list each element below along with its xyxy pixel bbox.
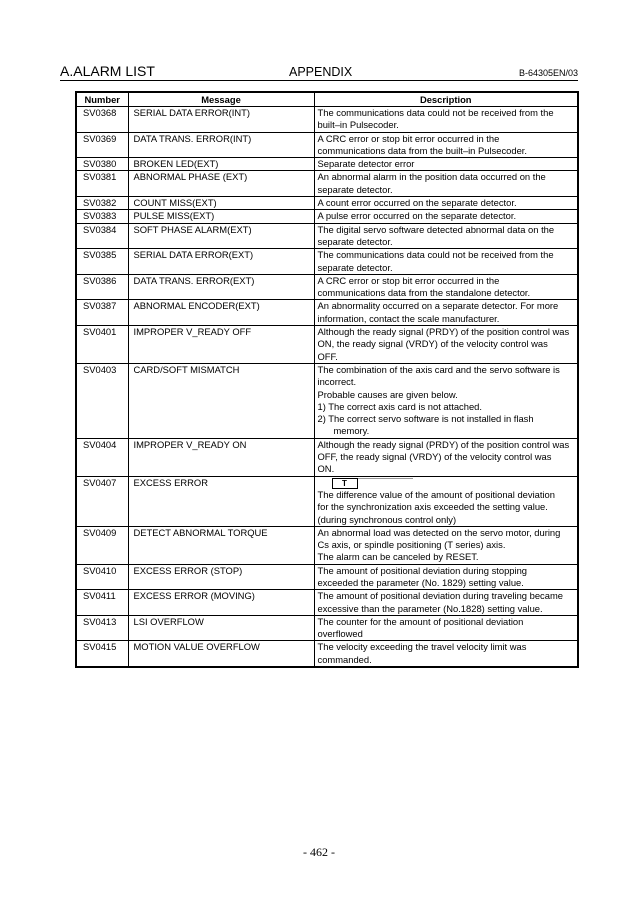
- alarm-number: SV0407: [76, 476, 128, 526]
- description-line: The communications data could not be received from the: [317, 249, 554, 261]
- alarm-number: SV0381: [76, 171, 128, 197]
- alarm-number: SV0404: [76, 438, 128, 476]
- description-line: Cs axis, or spindle positioning (T series) axis.: [317, 539, 506, 551]
- alarm-number: SV0387: [76, 300, 128, 326]
- page-header: [60, 64, 578, 81]
- description-line: communications data from the built–in Pulsecoder.: [317, 144, 527, 156]
- alarm-message: LSI OVERFLOW: [128, 615, 314, 641]
- description-line: A pulse error occurred on the separate detector.: [317, 210, 517, 222]
- table-row: [76, 476, 578, 526]
- table-row: [76, 363, 578, 438]
- alarm-message: EXCESS ERROR: [128, 476, 314, 526]
- t-series-badge: T: [332, 478, 358, 489]
- alarm-number: SV0382: [76, 197, 128, 210]
- alarm-message: MOTION VALUE OVERFLOW: [128, 641, 314, 667]
- description-line: 2) The correct servo software is not installed in flash: [317, 413, 534, 425]
- alarm-table: [75, 91, 579, 668]
- alarm-message: SOFT PHASE ALARM(EXT): [128, 223, 314, 249]
- description-line: The counter for the amount of positional deviation: [317, 615, 524, 627]
- alarm-number: SV0368: [76, 107, 128, 133]
- table-row: [76, 107, 578, 133]
- description-line: OFF.: [317, 350, 338, 362]
- alarm-message: EXCESS ERROR (MOVING): [128, 590, 314, 616]
- table-row: [76, 223, 578, 249]
- alarm-description: [314, 615, 578, 641]
- description-line: information, contact the scale manufacturer.: [317, 312, 500, 324]
- alarm-description: [314, 641, 578, 667]
- alarm-description: [314, 158, 578, 171]
- description-line: Probable causes are given below.: [317, 388, 458, 400]
- table-row: [76, 438, 578, 476]
- description-line: The velocity exceeding the travel velocity limit was: [317, 641, 527, 653]
- description-line: separate detector.: [317, 235, 393, 247]
- header-center: APPENDIX: [289, 65, 353, 79]
- alarm-description: [314, 526, 578, 564]
- alarm-number: SV0411: [76, 590, 128, 616]
- description-line: exceeded the parameter (No. 1829) setting value.: [317, 576, 524, 588]
- section-title: A.ALARM LIST: [60, 63, 155, 79]
- alarm-description: [314, 249, 578, 275]
- description-line: commanded.: [317, 653, 372, 665]
- badge-underline: [358, 478, 413, 479]
- description-line: An abnormal load was detected on the servo motor, during: [317, 526, 561, 538]
- description-line: Although the ready signal (PRDY) of the position control was: [317, 438, 570, 450]
- description-line: excessive than the parameter (No.1828) setting value.: [317, 602, 543, 614]
- description-line: ON, the ready signal (VRDY) of the velocity control was: [317, 338, 548, 350]
- column-header-message: Message: [128, 92, 314, 107]
- alarm-number: SV0369: [76, 132, 128, 158]
- alarm-number: SV0413: [76, 615, 128, 641]
- alarm-number: SV0403: [76, 363, 128, 438]
- alarm-description: [314, 476, 578, 526]
- description-line: An abnormality occurred on a separate detector. For more: [317, 300, 559, 312]
- alarm-description: [314, 564, 578, 590]
- table-row: [76, 249, 578, 275]
- alarm-number: SV0410: [76, 564, 128, 590]
- alarm-description: [314, 107, 578, 133]
- table-row: [76, 171, 578, 197]
- description-line: overflowed: [317, 628, 363, 640]
- table-row: [76, 158, 578, 171]
- alarm-description: [314, 326, 578, 364]
- description-line: communications data from the standalone detector.: [317, 287, 531, 299]
- alarm-description: [314, 300, 578, 326]
- description-line: The combination of the axis card and the servo software is: [317, 363, 560, 375]
- table-header-row: [76, 92, 578, 107]
- description-line: The difference value of the amount of positional deviation: [317, 488, 555, 500]
- description-line: An abnormal alarm in the position data occurred on the: [317, 171, 546, 183]
- description-line: A count error occurred on the separate detector.: [317, 197, 517, 209]
- description-line: OFF, the ready signal (VRDY) of the velocity control was: [317, 451, 552, 463]
- alarm-message: DETECT ABNORMAL TORQUE: [128, 526, 314, 564]
- alarm-message: PULSE MISS(EXT): [128, 210, 314, 223]
- doc-number: B-64305EN/03: [518, 68, 578, 78]
- alarm-message: COUNT MISS(EXT): [128, 197, 314, 210]
- alarm-message: ABNORMAL PHASE (EXT): [128, 171, 314, 197]
- table-row: [76, 326, 578, 364]
- description-line: Separate detector error: [317, 158, 415, 170]
- alarm-description: [314, 223, 578, 249]
- alarm-message: SERIAL DATA ERROR(INT): [128, 107, 314, 133]
- table-row: [76, 197, 578, 210]
- alarm-description: [314, 363, 578, 438]
- description-line: The amount of positional deviation during traveling became: [317, 590, 563, 602]
- description-line: (during synchronous control only): [317, 513, 457, 525]
- description-line: separate detector.: [317, 261, 393, 273]
- table-row: [76, 590, 578, 616]
- description-line: built–in Pulsecoder.: [317, 119, 399, 131]
- alarm-number: SV0383: [76, 210, 128, 223]
- description-line: The digital servo software detected abnormal data on the: [317, 223, 555, 235]
- table-row: [76, 526, 578, 564]
- alarm-message: IMPROPER V_READY ON: [128, 438, 314, 476]
- description-line: The communications data could not be received from the: [317, 107, 554, 118]
- table-row: [76, 132, 578, 158]
- alarm-message: DATA TRANS. ERROR(EXT): [128, 274, 314, 300]
- table-row: [76, 615, 578, 641]
- alarm-number: SV0409: [76, 526, 128, 564]
- alarm-number: SV0386: [76, 274, 128, 300]
- description-line: Although the ready signal (PRDY) of the position control was: [317, 326, 570, 338]
- table-row: [76, 564, 578, 590]
- page-number: - 462 -: [303, 845, 335, 859]
- alarm-description: [314, 171, 578, 197]
- alarm-description: [314, 132, 578, 158]
- table-row: [76, 641, 578, 667]
- description-line: A CRC error or stop bit error occurred in the: [317, 274, 500, 286]
- column-header-description: Description: [314, 92, 578, 107]
- description-line: The amount of positional deviation during stopping: [317, 564, 528, 576]
- alarm-message: CARD/SOFT MISMATCH: [128, 363, 314, 438]
- alarm-message: EXCESS ERROR (STOP): [128, 564, 314, 590]
- description-line: for the synchronization axis exceeded the setting value.: [317, 501, 548, 513]
- alarm-message: SERIAL DATA ERROR(EXT): [128, 249, 314, 275]
- alarm-description: [314, 438, 578, 476]
- alarm-number: SV0380: [76, 158, 128, 171]
- alarm-description: [314, 210, 578, 223]
- description-line: A CRC error or stop bit error occurred in the: [317, 132, 500, 144]
- alarm-message: BROKEN LED(EXT): [128, 158, 314, 171]
- alarm-number: SV0401: [76, 326, 128, 364]
- alarm-number: SV0384: [76, 223, 128, 249]
- alarm-description: [314, 274, 578, 300]
- table-row: [76, 300, 578, 326]
- description-line: incorrect.: [317, 376, 357, 388]
- alarm-message: ABNORMAL ENCODER(EXT): [128, 300, 314, 326]
- description-line: 1) The correct axis card is not attached.: [317, 400, 482, 412]
- alarm-description: [314, 590, 578, 616]
- alarm-number: SV0415: [76, 641, 128, 667]
- alarm-message: DATA TRANS. ERROR(INT): [128, 132, 314, 158]
- table-row: [76, 210, 578, 223]
- description-line: ON.: [317, 463, 335, 475]
- description-line: separate detector.: [317, 183, 393, 195]
- alarm-message: IMPROPER V_READY OFF: [128, 326, 314, 364]
- alarm-number: SV0385: [76, 249, 128, 275]
- table-row: [76, 274, 578, 300]
- alarm-description: [314, 197, 578, 210]
- description-line: memory.: [333, 425, 370, 437]
- description-line: The alarm can be canceled by RESET.: [317, 551, 479, 563]
- badge-row: [318, 477, 575, 489]
- column-header-number: Number: [76, 92, 128, 107]
